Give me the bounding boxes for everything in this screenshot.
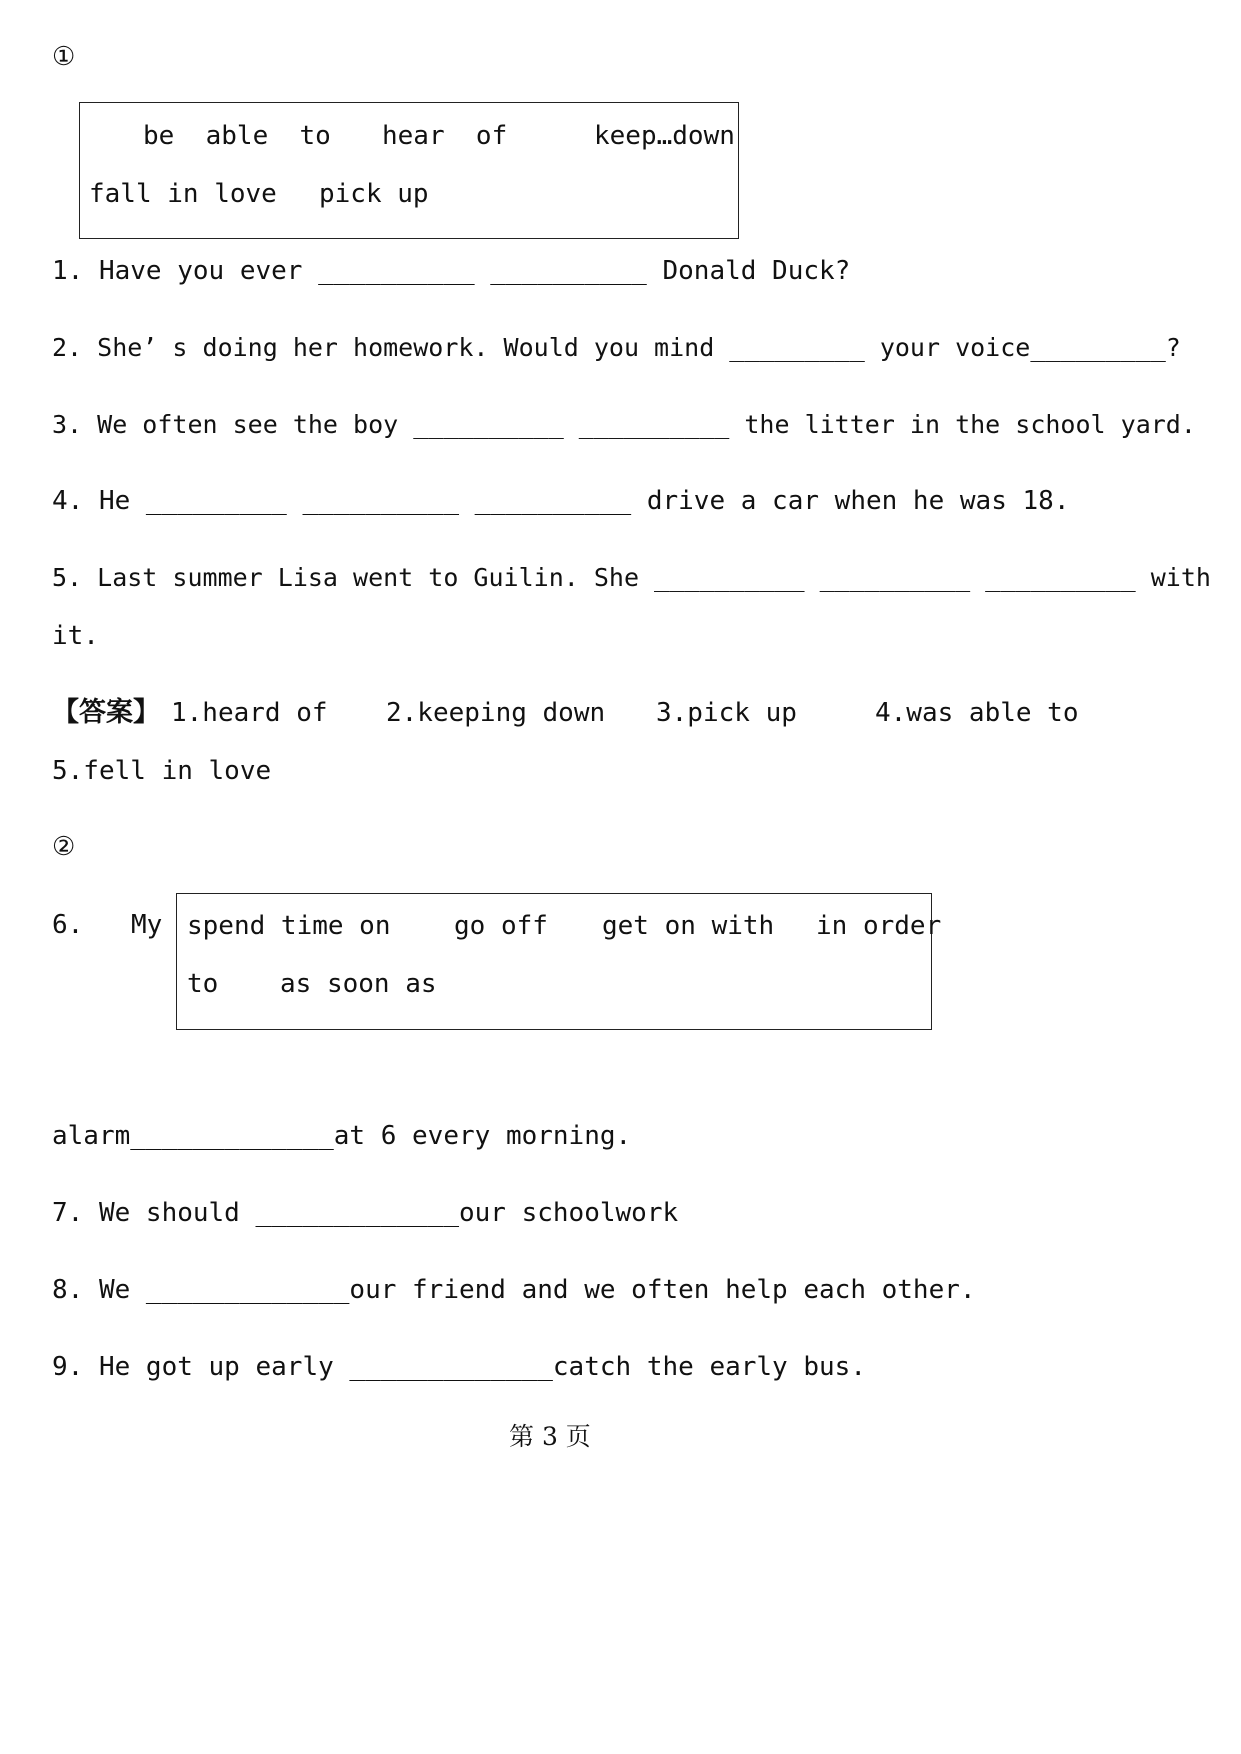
question-1: 1. Have you ever __________ __________ Donald Duck? [52, 256, 851, 286]
question-3: 3. We often see the boy __________ __________ the litter in the school yard. [52, 410, 1196, 439]
question-9: 9. He got up early _____________catch the early bus. [52, 1352, 866, 1382]
question-8: 8. We _____________our friend and we often help each other. [52, 1275, 976, 1305]
question-6-start: My [131, 910, 163, 940]
answer-item: 5.fell in love [52, 756, 272, 786]
question-5: 5. Last summer Lisa went to Guilin. She __________ __________ __________ with [52, 563, 1211, 592]
phrase-option: keep…down [594, 121, 735, 151]
phrase-option: pick up [319, 179, 429, 209]
page-number: 第 3 页 [509, 1422, 591, 1451]
phrase-option: be able to [143, 121, 331, 151]
question-2: 2. She’ s doing her homework. Would you mind _________ your voice_________? [52, 333, 1181, 362]
phrase-option: as soon as [280, 969, 437, 999]
answer-item: 3.pick up [656, 698, 797, 728]
question-7: 7. We should _____________our schoolwork [52, 1198, 679, 1228]
section-marker-1: ① [52, 42, 76, 72]
phrase-option: spend time on [187, 911, 391, 941]
phrase-option: go off [454, 911, 548, 941]
answer-label: 【答案】 [52, 697, 160, 728]
question-6-continued: alarm_____________at 6 every morning. [52, 1121, 632, 1151]
answer-item: 4.was able to [875, 698, 1079, 728]
phrase-option: hear of [382, 121, 508, 151]
section-marker-2: ② [52, 832, 76, 862]
question-5-continued: it. [52, 621, 99, 651]
question-4: 4. He _________ __________ __________ drive a car when he was 18. [52, 486, 1070, 516]
phrase-option: fall in love [89, 179, 277, 209]
phrase-option: to [187, 969, 219, 999]
answer-item: 2.keeping down [386, 698, 606, 728]
question-6-number: 6. [52, 910, 84, 940]
phrase-option: in order [816, 911, 942, 941]
answer-item: 1.heard of [171, 698, 328, 728]
phrase-option: get on with [602, 911, 775, 941]
